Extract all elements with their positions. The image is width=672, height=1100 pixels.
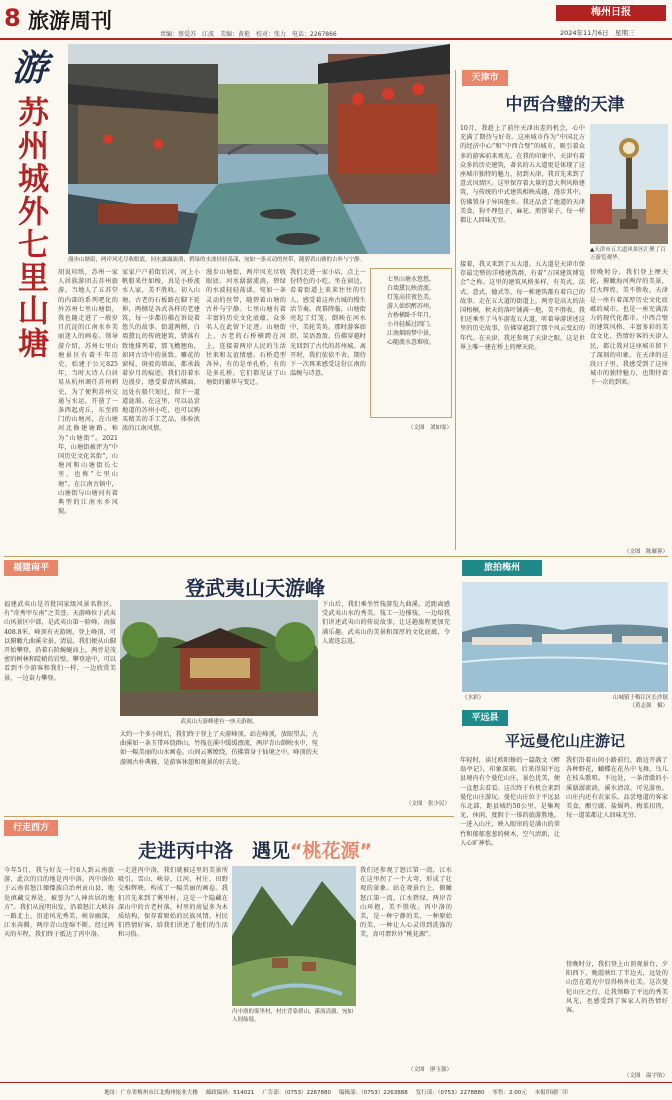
suzhou-poem-box — [370, 268, 452, 418]
tianjin-author: （文图 陈雁蓉） — [623, 549, 668, 555]
poem-line: 灯笼高挂夜色美， — [386, 294, 435, 301]
tianjin-body-2: 接着，我又来到了五大道。五大道是天津市保存最完整的洋楼建筑群，有着“万国建筑博览会”之称。这里的建筑风格多样，有英式、法式、意式、德式等，每一栋建筑都有着自己的故事。走在五大道的街道上，两旁是高大的法国梧桐，秋天的落叶铺满一地，美不胜收。我们还乘坐了马车游览五大道，听着导游讲述这里的历史故事，仿佛穿越到了那个风云变幻的年代。在天津，我还参观了天津之眼，这是世界上唯一建在桥上的摩天轮。 — [460, 261, 585, 351]
issue-date: 2024年11月6日 星期三 — [560, 29, 635, 37]
suzhou-title: 苏州城外七里山塘 — [12, 96, 48, 360]
bingzhong-body-2: 一走进丙中洛，我们就被这里的美景所吸引。雪山、峡谷、江河、村庄、田野交相辉映，构成了一幅美丽的画卷。我们首先来到了雾里村，这是一个隐藏在深山中的古老村落，村里的房屋多为木质结构，保存着原始的民族风情。村民们热情好客，给我们讲述了他们的生活和习俗。 — [118, 867, 228, 939]
bingzhong-author: （文图 廖玉强） — [407, 1067, 452, 1073]
pingyuan-author: （文图 温宇航） — [623, 1073, 668, 1079]
suzhou-photo-caption: 漫步山塘街，两岸风光尽收眼底。同水露露流淌，碧绿的水波轻轻荡漾，宛如一条灵动的丝带，随碧着山塘的古朴与宁静。 — [68, 257, 366, 263]
tianjin-body-3: 傍晚时分，我们登上摩天轮，俯瞰海河两岸的美景，灯火辉煌，美不胜收。天津是一座有着深厚历史文化底蕴的城市，也是一座充满活力的现代化都市。中西合璧的建筑风格、丰富多彩的美食文化、热情好客的天津人民，都让我对这座城市留下了深刻的印象。在天津的这段日子里，我感受到了这座城市的独特魅力，也期待着下一次的到来。 — [590, 269, 668, 387]
footer-printer: 本报印刷厂印 — [534, 1089, 568, 1096]
footer-edit-phone: 编辑部：（0753）2263888 — [339, 1089, 408, 1096]
poem-line: 游人如织醉苏州。 — [386, 303, 435, 310]
bingzhong-title-main: 走进丙中洛 遇见 — [138, 840, 291, 862]
poem-line: 七里山塘水悠悠， — [386, 276, 435, 283]
tianjin-tag: 天津市 — [462, 70, 508, 86]
section-title: 旅游周刊 — [28, 9, 112, 33]
wuyi-author: （文图 张少民） — [405, 801, 450, 807]
poem-line: 心随流水意难收。 — [386, 339, 435, 346]
pingyuan-title: 平远曼佗山庄游记 — [504, 732, 625, 750]
tianjin-body-1: 10月，我趁上了前往天津出差的机会，心中充满了期待与好奇。这座城市作为“中国北方的经济中心”和“中西合璧”的城市，吸引着众多的游客前来观光。在我的印象中，天津有着众多的历史建筑，著名的五大道更是体现了这座城市独特的魅力。初到天津，我首先来到了意式风情区。这里保存着大量的意大利风格建筑，与传统的中式建筑相映成趣，漫步其中，仿佛置身于异国他乡。我还品尝了地道的天津美食，狗不理包子、麻花、煎饼果子，每一样都让人回味无穷。 — [460, 125, 585, 225]
bingzhong-photo-caption: 丙中洛的雾里村，村庄背靠群山，溪流清澈，宛如人间仙境。 — [232, 1009, 354, 1023]
bingzhong-body-3: 我们还参观了怒江第一湾，江水在这里拐了一个大弯，形成了壮观的景象。站在观景台上，俯瞰怒江第一湾，江水碧绿，两岸青山环抱，美不胜收。丙中洛的美，是一种宁静的美，一种原始的美，一种让人心灵得到洗涤的美，真可谓世外“桃花源”。 — [360, 867, 452, 939]
pingyuan-body-1: 年轻时，读过欧阳修的一篇散文《醉翁亭记》，印象深刻。后来得知平远县境内有个曼佗山庄，景色优美，便一直想去看看。这次终于有机会来到曼佗山庄游玩。曼佗山庄位于平远县东北部，距县城约50公里，是集观光、休闲、度假于一体的旅游胜地。一进入山庄，映入眼帘的是满山的翠竹和郁郁葱葱的树木，空气清新，让人心旷神怡。 — [460, 757, 560, 847]
tag-char: 游 — [11, 47, 48, 89]
page-header — [0, 0, 672, 40]
suzhou-photo — [68, 44, 450, 254]
bingzhong-body-1: 今年5月，我与好友一行6人到云南旅游，此次的目的地是丙中洛。丙中洛位于云南省怒江傈僳族自治州贡山县，地处滇藏交界处，被誉为“人神共居的地方”。我们从昆明出发，沿着怒江大峡谷一路北上，沿途风光秀美，峡谷幽深，江水奔腾，两岸青山连绵不断。经过两天的车程，我们终于抵达了丙中洛。 — [4, 867, 114, 939]
poem-line: 小舟轻摇过阊门。 — [386, 321, 435, 328]
wuyi-body-3: 下山后，我们乘坐竹筏游览九曲溪，近距离感受武夷山水的秀美。筏工一边撑筏，一边给我们讲述武夷山的传说故事，让这趟旅程更加充满乐趣。武夷山的美景和深厚的文化底蕴，令人流连忘返。 — [322, 601, 450, 645]
suzhou-col-3: 漫步山塘街，两岸风光尽收眼底。河水潺潺流淌，碧绿的水波轻轻荡漾，宛如一条灵动的丝带，随碧着山塘的古朴与宁静。七里山塘有着丰富的历史文化底蕴，众多名人在此留下足迹。山塘街上，古老的石桥横跨在河上，连接着两岸人民的生活往来和友谊情感。石桥造型各异，有的是单孔桥，有的是多孔桥，它们都见证了山塘街的繁华与变迁。 — [206, 269, 286, 387]
footer-price: 零售：2.00元 — [492, 1089, 527, 1096]
bingzhong-tag: 行走西方 — [4, 820, 58, 836]
footer-dist-phone: 发行部：（0753）2278880 — [415, 1089, 485, 1096]
meizhou-tag: 旅拍梅州 — [462, 560, 542, 576]
bingzhong-photo — [232, 866, 356, 1006]
meizhou-photo — [462, 582, 668, 692]
paper-logo: 梅州日报 — [556, 5, 666, 21]
footer-address: 地址：广东省梅州市江北梅州报业大楼 — [104, 1089, 198, 1096]
suzhou-col-4: 我们走进一家小店，点上一份特色的小吃，坐在窗边，看着街道上来来往往的行人，感受着这座古城的慢生活节奏。夜幕降临，山塘街亮起了灯笼，倒映在河水中，美轮美奂。那时游客如织，笑语盈盈，仿佛穿越时光回到了古代的苏州城。离开时，我们依依不舍，期待下一次再来感受这份江南的温婉与诗意。 — [290, 269, 366, 378]
meizhou-photo-credit: 山城镇于梅江区长沙镇 — [612, 695, 668, 701]
section-divider — [4, 816, 454, 817]
suzhou-author: （文图 刘如霏） — [407, 425, 452, 431]
pingyuan-tag: 平远县 — [462, 710, 508, 726]
page-footer — [0, 1082, 672, 1100]
wuyi-photo-caption: 武夷山天游峰建有一座天游阁。 — [180, 719, 258, 725]
suzhou-col-1: 胡说印纸，苏州一家人居族游团去苏州旅游。当地人了五苏堂的内部的系列吧化的外苏州七里山塘街，我也随走进了一般岁月沉淀的江南水乡美丽迷人的画卷。领导游介绍，苏州七里山塘景区有着千年历史，始建于公元825年，当时大诗人白居易从杭州调任苏州刺史，为了便利苏州交通与水运，开凿了一条西起虎丘，东至阊门的山塘河，在山塘河北修建塘路，称为“山塘街”。2021年，山塘街被评为“中国历史文化名街”，山塘河和山塘街长七里，也称“七里山塘”。在江南古镇中，山塘街与山塘河有着典型的江南水乡风貌。 — [58, 269, 118, 516]
bingzhong-title — [60, 836, 450, 863]
poem-line: 白墙黛瓦映清流。 — [386, 285, 435, 292]
wuyi-title: 登武夷山天游峰 — [185, 576, 325, 600]
meizhou-photographer: （黄志强 摄） — [629, 703, 668, 709]
suzhou-title-block — [4, 46, 56, 436]
poem-line: 古桥横卧千年月， — [386, 312, 435, 319]
tianjin-photo — [590, 124, 668, 244]
wuyi-body-2: 大约一个多小时后，我们终于登上了天游峰顶。站在峰顶，放眼望去，九曲溪如一条玉带环绕群山，竹筏在溪中缓缓漂流，两岸青山倒映水中，宛如一幅美丽的山水画卷。山间云雾缭绕，仿佛置身于仙境之中。峰顶的天游阁古朴典雅，是游客休憩和观景的好去处。 — [120, 731, 318, 766]
column-divider — [455, 70, 456, 550]
page-number: 8 — [4, 4, 21, 32]
footer-ad-phone: 广告部：（0753）2267880 — [262, 1089, 331, 1096]
pingyuan-body-2: 我们沿着山间小路前行，路边开满了各种野花，蝴蝶在花丛中飞舞，鸟儿在枝头歌唱。不远处，一条清澈的小溪潺潺流淌，溪水清凉，可见游鱼。山庄内还有农家乐，品尝地道的客家美食，酿豆腐、盐焗鸡、梅菜扣肉，每一道菜都让人回味无穷。 — [566, 757, 668, 820]
wuyi-body-1: 福建武夷山是首批国家级风景名胜区，有“奇秀甲东南”之美誉。天游峰位于武夷山风景区中部，是武夷山第一险峰，海拔408.8米，峰顶有天游阁，登上峰顶，可以俯瞰九曲溪全景。清晨，我们便从山脚开始攀登，沿着石阶蜿蜒而上，两旁是茂密的树林和陡峭的岩壁。攀登途中，可以看到不少游客和我们一样，一边欣赏美景，一边奋力攀登。 — [4, 601, 116, 682]
footer-postcode: 邮政编码：514021 — [205, 1089, 255, 1096]
wuyi-tag: 福建南平 — [4, 560, 58, 576]
suzhou-col-2: 家家户户前街后河，河上小帆船来往如梭，真是小桥流水人家，美不胜收。初入山塘，古老的石板路在脚下延伸，两侧是各式各样的老建筑，每一步都仿佛在诉说着悠久的故事。街道两侧，白墙黛瓦的传统建筑，错落有致地排列着，那飞檐翘角，如同古诗中的景致。雕花的窗棂、斑驳的墙面，都承载着岁月的痕迹。我们沿着水边漫步，感受着清风拂面，远处有船只划过，留下一道道涟漪。在这里，可以品尝地道的苏州小吃，也可以购买精美的手工艺品，体验浓浓的江南风情。 — [122, 269, 200, 433]
pingyuan-body-3: 傍晚时分，我们登上山顶观景台，夕阳西下，晚霞映红了半边天，远处的山峦在霞光中显得格外壮美。这次曼佗山庄之行，让我领略了平远的秀美风光，也感受到了客家人的热情好客。 — [566, 961, 668, 1015]
section-divider — [4, 556, 668, 557]
meizhou-photo-title: 《水彩》 — [462, 695, 485, 701]
tianjin-photo-caption: ▲天津市五大道风景区汇聚了百万游览观华。 — [590, 247, 666, 261]
staff-line: 责编：蔡爱苏 江波 美编：黄艳 校对：张力 电话：2267866 — [160, 31, 337, 38]
wuyi-photo — [120, 600, 318, 716]
tianjin-title: 中西合璧的天津 — [505, 95, 625, 115]
poem-line: 江南烟雨梦中景， — [386, 330, 435, 337]
bingzhong-title-highlight: “桃花源” — [290, 840, 372, 862]
